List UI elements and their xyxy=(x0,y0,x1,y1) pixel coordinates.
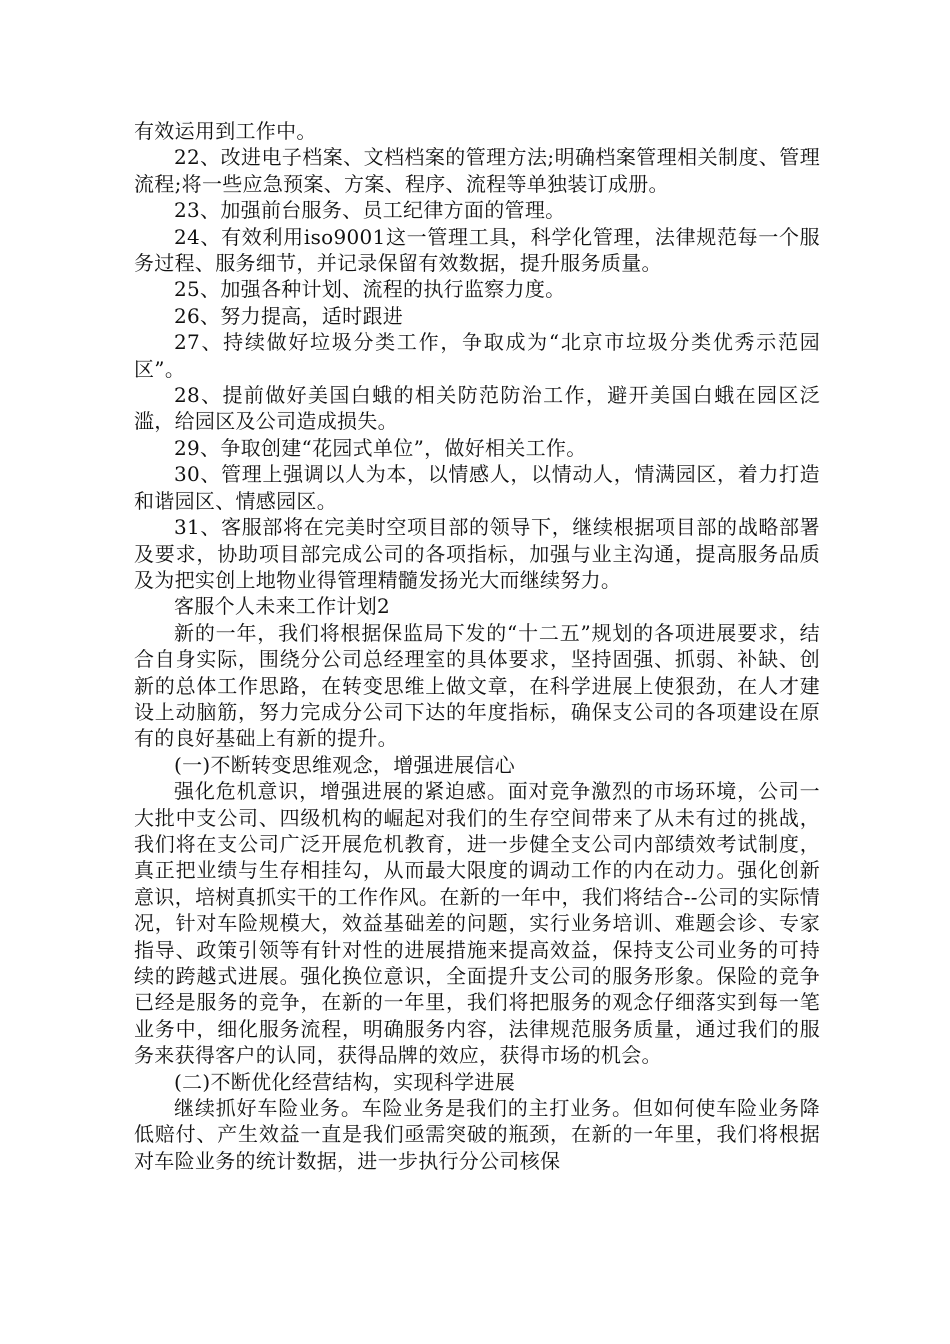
paragraph: 25、加强各种计划、流程的执行监察力度。 xyxy=(174,277,566,302)
paragraph: 强化危机意识，增强进展的紧迫感。面对竞争激烈的市场环境，公司一大批中支公司、四级机构的崛起对我们的生存空间带来了从未有过的挑战，我们将在支公司广泛开展危机教育，进一步健全支公司内部绩效考试制度，真正把业绩与生存相挂勾，从而最大限度的调动工作的内在动力。强化创新意识，培树真抓实干的工作作风。在新的一年中，我们将结合--公司的实际情况，针对车险规模大，效益基础差的问题，实行业务培训、难题会诊、专家指导、政策引领等有针对性的进展措施来提高效益，保持支公司业务的可持续的跨越式进展。强化换位意识，全面提升支公司的服务形象。保险的竞争已经是服务的竞争，在新的一年里，我们将把服务的观念仔细落实到每一笔业务中，细化服务流程，明确服务内容，法律规范服务质量，通过我们的服务来获得客户的认同，获得品牌的效应，获得市场的机会。 xyxy=(134,779,820,1068)
paragraph: 22、改进电子档案、文档档案的管理方法;明确档案管理相关制度、管理流程;将一些应急预案、方案、程序、流程等单独装订成册。 xyxy=(134,145,820,196)
document-body xyxy=(134,118,820,1174)
paragraph: 31、客服部将在完美时空项目部的领导下，继续根据项目部的战略部署及要求，协助项目部完成公司的各项指标，加强与业主沟通，提高服务品质及为把实创上地物业得管理精髓发扬光大而继续努力。 xyxy=(134,515,820,592)
paragraph: 26、努力提高，适时跟进 xyxy=(174,303,404,328)
paragraph: 有效运用到工作中。 xyxy=(134,119,317,143)
section-heading: 客服个人未来工作计划2 xyxy=(174,594,391,619)
paragraph: 24、有效利用iso9001这一管理工具，科学化管理，法律规范每一个服务过程、服务细节，并记录保留有效数据，提升服务质量。 xyxy=(134,224,820,276)
paragraph: 27、持续做好垃圾分类工作，争取成为“北京市垃圾分类优秀示范园区”。 xyxy=(134,330,820,381)
paragraph: 23、加强前台服务、员工纪律方面的管理。 xyxy=(174,198,566,223)
subsection-heading: (二)不断优化经营结构，实现科学进展 xyxy=(174,1069,516,1094)
paragraph: 继续抓好车险业务。车险业务是我们的主打业务。但如何使车险业务降低赔付、产生效益一直是我们亟需突破的瓶颈，在新的一年里，我们将根据对车险业务的统计数据，进一步执行分公司核保 xyxy=(134,1096,820,1173)
paragraph: 28、提前做好美国白蛾的相关防范防治工作，避开美国白蛾在园区泛滥，给园区及公司造成损失。 xyxy=(134,383,820,434)
subsection-heading: (一)不断转变思维观念，增强进展信心 xyxy=(174,752,516,777)
paragraph: 新的一年，我们将根据保监局下发的“十二五”规划的各项进展要求，结合自身实际，围绕分公司总经理室的具体要求，坚持固强、抓弱、补缺、创新的总体工作思路，在转变思维上做文章，在科学进展上使狠劲，在人才建设上动脑筋，努力完成分公司下达的年度指标，确保支公司的各项建设在原有的良好基础上有新的提升。 xyxy=(134,620,820,751)
paragraph: 30、管理上强调以人为本，以情感人，以情动人，情满园区，着力打造和谐园区、情感园区。 xyxy=(134,462,820,513)
paragraph: 29、争取创建“花园式单位”，做好相关工作。 xyxy=(174,435,587,460)
